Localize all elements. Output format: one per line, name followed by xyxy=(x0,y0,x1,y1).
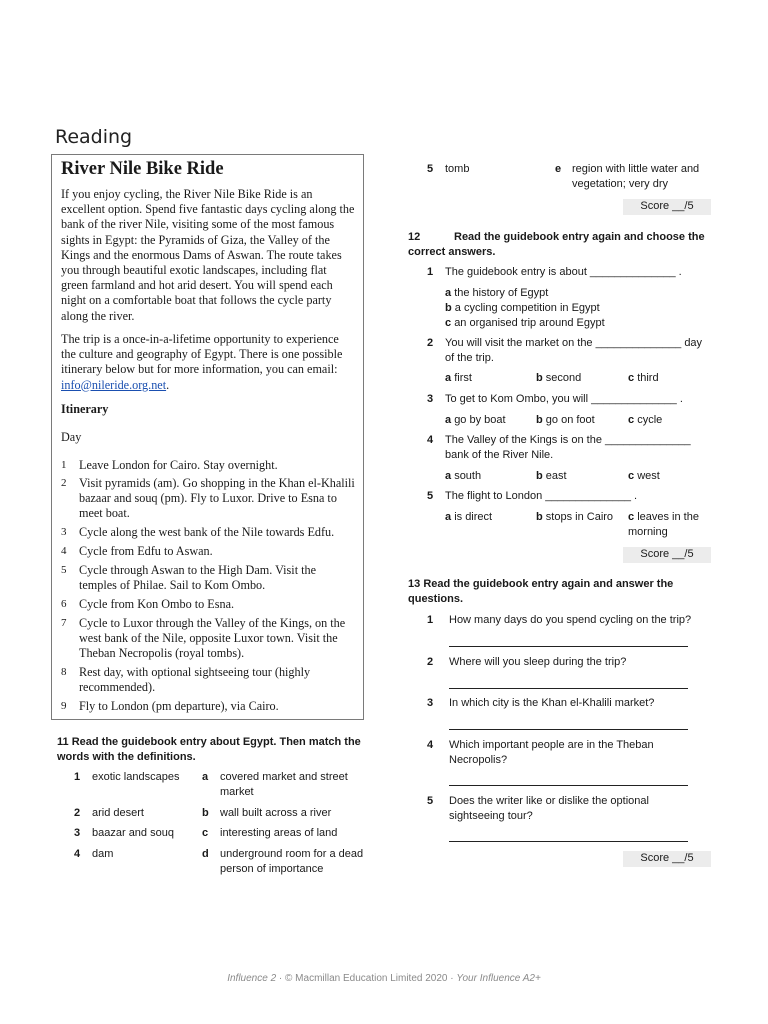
day-label: Day xyxy=(61,430,82,444)
ex12-option-letter: c xyxy=(445,317,452,329)
ex12-option xyxy=(536,371,624,386)
itinerary-day-number: 4 xyxy=(61,545,67,557)
ex12-question: The flight to London ______________ . xyxy=(445,490,638,502)
ex11-definition-letter: e xyxy=(555,163,562,175)
ex13-question: How many days do you spend cycling on the trip? xyxy=(449,614,692,626)
ex12-option-letter: a xyxy=(445,372,452,384)
itinerary-day-number: 7 xyxy=(61,617,67,629)
ex12-number: 12 xyxy=(408,231,421,243)
ex12-option xyxy=(536,510,628,525)
ex12-option-text: second xyxy=(545,372,582,384)
itinerary-text: Cycle from Edfu to Aswan. xyxy=(79,544,213,558)
ex12-option-text: cycle xyxy=(637,414,663,426)
ex12-option xyxy=(536,413,624,428)
ex11-instruction xyxy=(57,735,364,765)
section-heading: Reading xyxy=(55,126,133,148)
ex11-definition: underground room for a dead person of importance xyxy=(220,848,364,875)
itinerary-text: Rest day, with optional sightseeing tour (highly recommended). xyxy=(79,665,311,694)
itinerary-day-number: 8 xyxy=(61,666,67,678)
ex13-question-number: 1 xyxy=(427,614,434,626)
ex12-option xyxy=(445,510,533,525)
ex12-option xyxy=(445,371,533,386)
ex11-definition: covered market and street market xyxy=(220,771,348,798)
ex11-word: tomb xyxy=(445,163,470,175)
ex13-answer-line[interactable] xyxy=(449,841,688,842)
itinerary-text: Cycle from Kon Ombo to Esna. xyxy=(79,597,235,611)
article-paragraph-2 xyxy=(61,332,356,393)
ex11-number: 11 xyxy=(57,736,69,748)
ex12-option-letter: a xyxy=(445,511,452,523)
ex11-definition: region with little water and vegetation; very dry xyxy=(572,163,700,190)
ex11-word-number: 3 xyxy=(74,827,81,839)
ex12-option-letter: c xyxy=(628,470,635,482)
ex12-option-letter: b xyxy=(536,414,543,426)
itinerary-day-number: 9 xyxy=(61,700,67,712)
page-footer xyxy=(0,973,768,984)
itinerary-day-number: 3 xyxy=(61,526,67,538)
ex11-word: dam xyxy=(92,848,114,860)
ex12-question-number: 2 xyxy=(427,337,434,349)
ex13-number: 13 xyxy=(408,578,421,590)
footer-separator: · xyxy=(447,973,457,984)
ex12-question: You will visit the market on the ______________ day of the trip. xyxy=(445,337,703,364)
itinerary-day-number: 6 xyxy=(61,598,67,610)
ex13-question: Where will you sleep during the trip? xyxy=(449,656,627,668)
ex11-definition-letter: b xyxy=(202,807,209,819)
ex13-question: In which city is the Khan el-Khalili market? xyxy=(449,697,655,709)
ex12-question-number: 5 xyxy=(427,490,434,502)
ex12-question: The Valley of the Kings is on the ______________ bank of the River Nile. xyxy=(445,434,691,461)
ex12-option-text: leaves in the morning xyxy=(628,511,699,538)
footer-separator: · xyxy=(276,973,286,984)
footer-series: Your Influence A2+ xyxy=(456,973,541,984)
ex12-option xyxy=(628,371,712,386)
itinerary-heading: Itinerary xyxy=(61,402,109,416)
footer-book-title: Influence 2 xyxy=(227,973,277,984)
ex11-definition: interesting areas of land xyxy=(220,827,338,839)
itinerary-text: Cycle to Luxor through the Valley of the Kings, on the west bank of the Nile, opposite Luxor town. Visit the Theban Necropolis (royal tombs). xyxy=(79,616,346,660)
ex12-option-text: east xyxy=(545,470,567,482)
ex11-word-number: 1 xyxy=(74,771,81,783)
ex13-answer-line[interactable] xyxy=(449,688,688,689)
ex11-definition-letter: a xyxy=(202,771,209,783)
ex11-word-number: 4 xyxy=(74,848,81,860)
itinerary-day-number: 2 xyxy=(61,477,67,489)
ex12-option-letter: b xyxy=(536,372,543,384)
ex13-instruction xyxy=(408,577,708,607)
article-paragraph-2-text: The trip is a once-in-a-lifetime opportunity to experience the culture and geography of Egypt. There is one possible itinerary below but for more information, you can email: xyxy=(61,332,343,377)
ex12-option-text: third xyxy=(637,372,659,384)
footer-copyright: © Macmillan Education Limited 2020 xyxy=(285,973,448,984)
itinerary-text: Cycle along the west bank of the Nile towards Edfu. xyxy=(79,525,335,539)
ex13-answer-line[interactable] xyxy=(449,729,688,730)
ex12-option-letter: c xyxy=(628,372,635,384)
ex12-option-text: go by boat xyxy=(454,414,506,426)
article-box xyxy=(51,154,364,720)
ex12-option-letter: b xyxy=(445,302,452,314)
ex12-question-number: 4 xyxy=(427,434,434,446)
ex12-option xyxy=(445,413,533,428)
itinerary-text: Leave London for Cairo. Stay overnight. xyxy=(79,458,278,472)
ex12-option-text: an organised trip around Egypt xyxy=(454,317,605,329)
ex12-option xyxy=(628,413,712,428)
ex12-option-text: stops in Cairo xyxy=(545,511,614,523)
ex12-option-text: west xyxy=(637,470,660,482)
ex12-option-text: is direct xyxy=(454,511,493,523)
ex11-definition-letter: c xyxy=(202,827,209,839)
ex11-word: baazar and souq xyxy=(92,827,174,839)
ex12-question: To get to Kom Ombo, you will ______________ . xyxy=(445,393,683,405)
email-suffix: . xyxy=(166,377,170,392)
ex12-question-number: 3 xyxy=(427,393,434,405)
ex12-option-letter: c xyxy=(628,511,635,523)
ex12-option-letter: a xyxy=(445,470,452,482)
ex12-option xyxy=(628,510,708,540)
ex11-word: exotic landscapes xyxy=(92,771,180,783)
ex12-question: The guidebook entry is about ______________ . xyxy=(445,266,682,278)
ex12-question-number: 1 xyxy=(427,266,434,278)
article-paragraph-1: If you enjoy cycling, the River Nile Bike Ride is an excellent option. Spend five fantastic days cycling along the bank of the river Nile, visiting some of the most famous sights in Egypt: the Pyramids of Giza, the Valley of the Kings and the enormous Dams of Aswan. The route takes you through beautiful exotic landscapes, including flat green farmland and hot arid desert. You will spend each night on a comfortable boat that follows the cycle party along the river. xyxy=(61,187,355,323)
ex13-question-number: 2 xyxy=(427,656,434,668)
itinerary-day-number: 5 xyxy=(61,564,67,576)
ex13-instruction-text: Read the guidebook entry again and answer the questions. xyxy=(408,578,674,605)
ex13-score: Score __/5 xyxy=(623,851,711,867)
ex12-option-letter: c xyxy=(628,414,635,426)
ex12-option-text: first xyxy=(454,372,472,384)
article-title: River Nile Bike Ride xyxy=(61,159,224,179)
ex12-option xyxy=(628,469,712,484)
ex11-word-number: 2 xyxy=(74,807,81,819)
ex12-instruction: Read the guidebook entry again and choose the correct answers. xyxy=(408,231,705,258)
ex13-answer-line[interactable] xyxy=(449,646,688,647)
ex11-word-number: 5 xyxy=(427,163,434,175)
itinerary-text: Cycle through Aswan to the High Dam. Visit the temples of Philae. Sail to Kom Ombo. xyxy=(79,563,317,592)
ex13-question-number: 5 xyxy=(427,795,434,807)
ex12-option xyxy=(445,301,710,316)
ex11-instruction-text: Read the guidebook entry about Egypt. Then match the words with the definitions. xyxy=(57,736,361,763)
ex13-question: Which important people are in the Theban Necropolis? xyxy=(449,739,654,766)
ex12-option xyxy=(445,469,533,484)
ex12-option-text: south xyxy=(454,470,482,482)
ex12-option-letter: b xyxy=(536,511,543,523)
itinerary-day-number: 1 xyxy=(61,459,67,471)
ex12-option xyxy=(445,286,710,301)
ex12-option-letter: b xyxy=(536,470,543,482)
ex12-option-text: a cycling competition in Egypt xyxy=(454,302,600,314)
ex12-score: Score __/5 xyxy=(623,547,711,563)
ex12-option-text: go on foot xyxy=(545,414,595,426)
ex11-definition-letter: d xyxy=(202,848,209,860)
ex11-word: arid desert xyxy=(92,807,144,819)
ex12-option-text: the history of Egypt xyxy=(454,287,549,299)
ex13-answer-line[interactable] xyxy=(449,785,688,786)
ex11-score: Score __/5 xyxy=(623,199,711,215)
ex13-question-number: 3 xyxy=(427,697,434,709)
email-link[interactable]: info@nileride.org.net xyxy=(61,377,167,392)
ex12-option xyxy=(536,469,624,484)
itinerary-text: Visit pyramids (am). Go shopping in the Khan el-Khalili bazaar and souq (pm). Fly to Luxor. Drive to Esna to meet boat. xyxy=(79,476,355,520)
ex13-question: Does the writer like or dislike the optional sightseeing tour? xyxy=(449,795,649,822)
ex12-option-letter: a xyxy=(445,414,452,426)
ex11-definition: wall built across a river xyxy=(220,807,332,819)
ex12-option-letter: a xyxy=(445,287,452,299)
itinerary-text: Fly to London (pm departure), via Cairo. xyxy=(79,699,279,713)
ex13-question-number: 4 xyxy=(427,739,434,751)
ex12-option xyxy=(445,316,710,331)
